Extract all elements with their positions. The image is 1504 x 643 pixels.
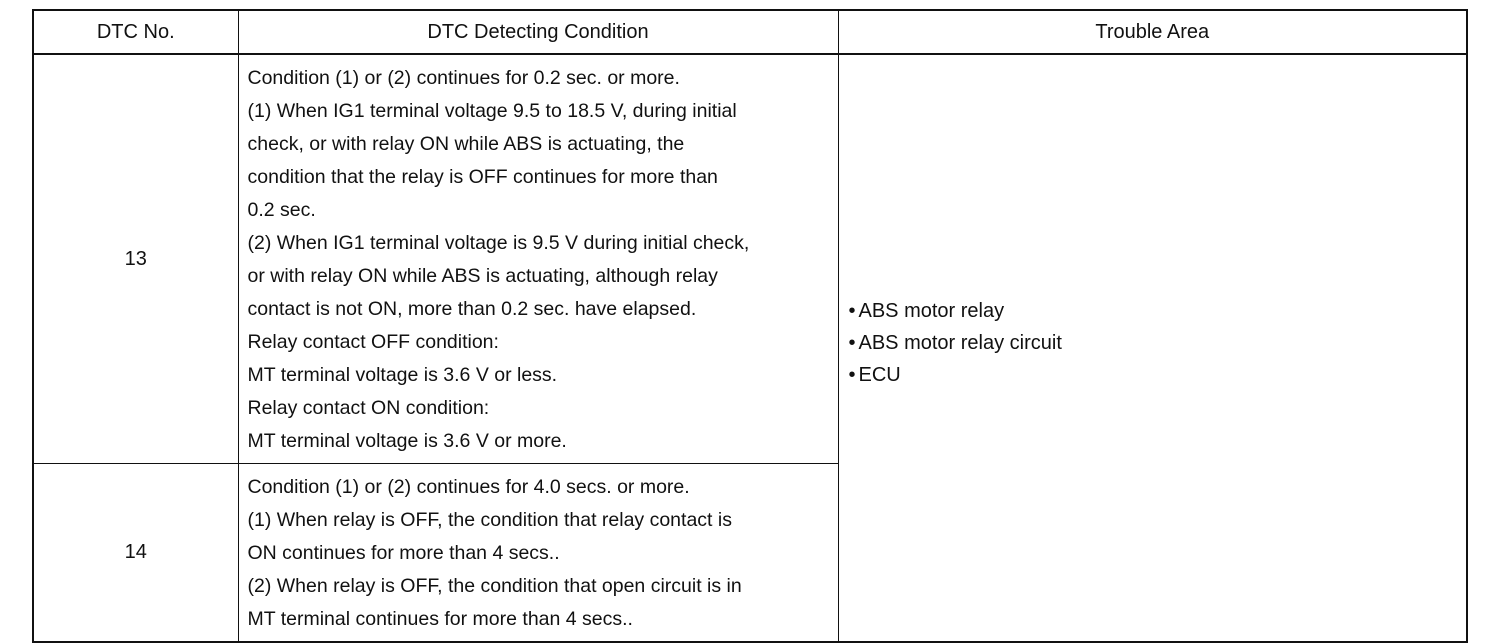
condition-line: MT terminal voltage is 3.6 V or more. xyxy=(247,430,567,452)
condition-line: Condition (1) or (2) continues for 0.2 sec. or more. xyxy=(247,67,680,89)
condition-line: (2) When relay is OFF, the condition that open circuit is in xyxy=(247,575,742,597)
condition-line: condition that the relay is OFF continues for more than xyxy=(247,166,718,188)
condition-line: or with relay ON while ABS is actuating, although relay xyxy=(247,265,718,287)
condition-line: MT terminal continues for more than 4 secs.. xyxy=(247,608,633,630)
header-dtc-no: DTC No. xyxy=(33,10,238,54)
condition-line: (1) When relay is OFF, the condition that relay contact is xyxy=(247,509,732,531)
condition-line: contact is not ON, more than 0.2 sec. have elapsed. xyxy=(247,298,697,320)
condition-line: (2) When IG1 terminal voltage is 9.5 V during initial check, xyxy=(247,232,750,254)
dtc-number: 13 xyxy=(33,54,238,464)
bullet-icon: • xyxy=(848,364,856,386)
trouble-area-label: ECU xyxy=(858,364,901,386)
condition-line: ON continues for more than 4 secs.. xyxy=(247,542,560,564)
trouble-area-label: ABS motor relay circuit xyxy=(858,332,1062,354)
dtc-number: 14 xyxy=(33,464,238,643)
condition-line: Condition (1) or (2) continues for 4.0 secs. or more. xyxy=(247,476,690,498)
trouble-area-item xyxy=(849,295,1467,327)
table-row xyxy=(33,54,1467,464)
condition-line: Relay contact ON condition: xyxy=(247,397,490,419)
bullet-icon: • xyxy=(848,300,856,322)
trouble-area-item xyxy=(849,327,1467,359)
trouble-area-cell xyxy=(838,54,1467,642)
dtc-table xyxy=(32,9,1468,643)
trouble-area-item xyxy=(849,359,1467,391)
condition-line: Relay contact OFF condition: xyxy=(247,331,499,353)
detecting-condition-cell xyxy=(238,464,838,643)
condition-line: (1) When IG1 terminal voltage 9.5 to 18.5 V, during initial xyxy=(247,100,737,122)
bullet-icon: • xyxy=(848,332,856,354)
trouble-area-label: ABS motor relay xyxy=(858,300,1005,322)
detecting-condition-cell xyxy=(238,54,838,464)
header-detecting-condition: DTC Detecting Condition xyxy=(238,10,838,54)
header-trouble-area: Trouble Area xyxy=(838,10,1467,54)
condition-line: 0.2 sec. xyxy=(247,199,316,221)
condition-line: check, or with relay ON while ABS is actuating, the xyxy=(247,133,685,155)
header-row xyxy=(33,10,1467,54)
condition-line: MT terminal voltage is 3.6 V or less. xyxy=(247,364,558,386)
